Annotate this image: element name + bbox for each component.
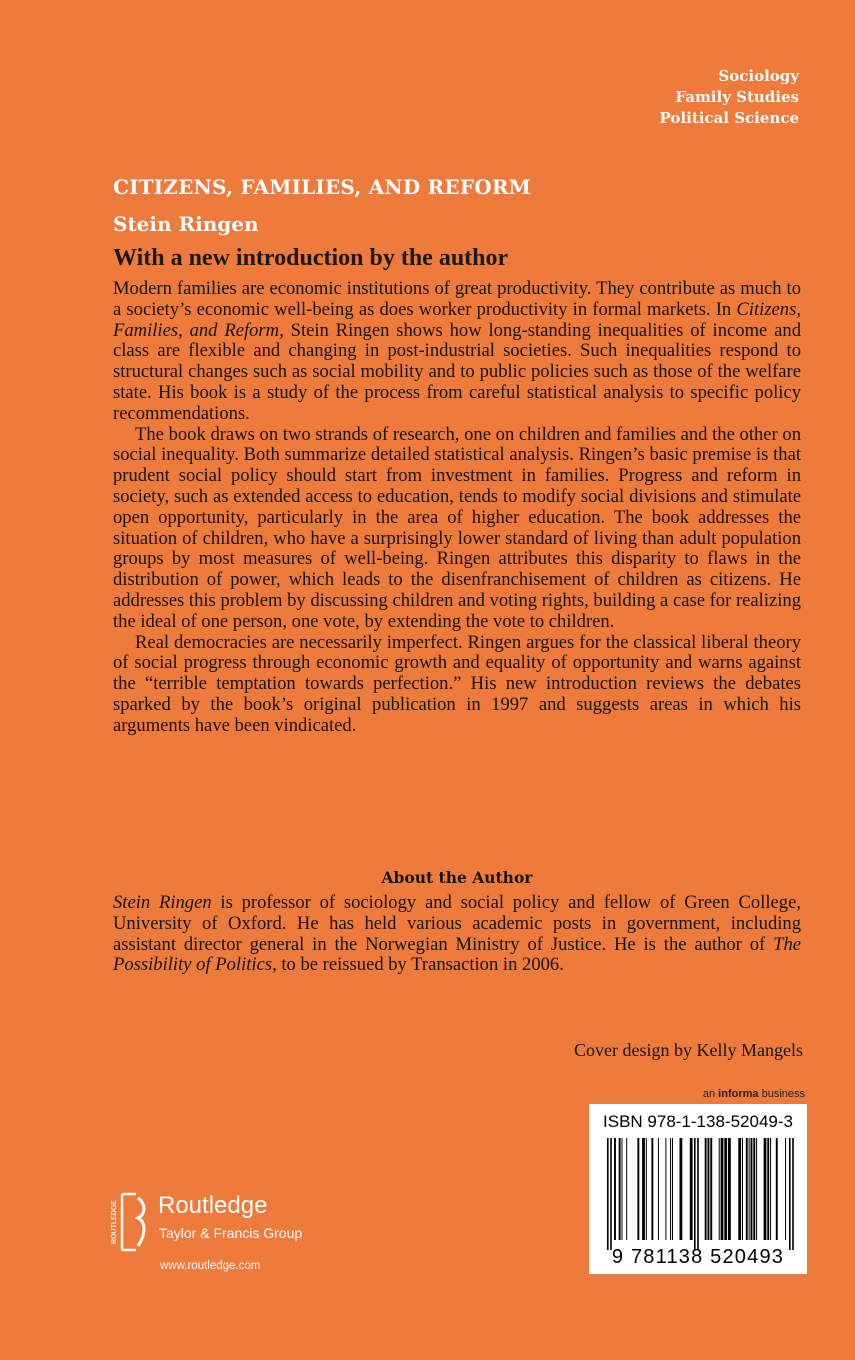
informa-prefix: an (702, 1088, 716, 1100)
about-paragraph (113, 893, 801, 976)
about-author-heading: About the Author (381, 868, 533, 887)
category-label: Family Studies (675, 88, 799, 106)
informa-suffix: business (761, 1088, 805, 1100)
book-title: CITIZENS, FAMILIES, AND REFORM (113, 175, 532, 199)
description-paragraph: The book draws on two strands of research, one on children and families and the other on social inequality. Both summarize detailed statistical analysis. Ringen’s basic premise is that prudent social policy should start from investment in families. Progress and reform in society, such as extended access to education, tends to modify social divisions and stimulate open opportunity, particularly in the area of higher education. The book addresses the situation of children, who have a surprisingly lower standard of living than adult population groups by most measures of well-being. Ringen attributes this disparity to flaws in the distribution of power, which leads to the disenfranchisement of children as citizens. He addresses this problem by discussing children and voting rights, building a case for realizing the ideal of one person, one vote, by extending the vote to children. (113, 423, 801, 632)
publisher-url: www.routledge.com (160, 1260, 261, 1272)
book-author: Stein Ringen (113, 212, 259, 236)
about-text-part: is professor of sociology and social policy and fellow of Green College, University of Oxford. He has held various academic posts in government, including assistant director general in the Norwegian Ministry of Justice. He is the author of (113, 892, 801, 955)
description-paragraph (113, 279, 801, 425)
description-text: Stein Ringen shows how long-standing inequalities of income and class are flexible and changing in post-industrial societies. Such inequalities respond to structural changes such as social mobility and to public policies such as those of the welfare state. His book is a study of the process from careful statistical analysis to specific policy recommendations. (113, 319, 801, 424)
author-name-italic: Stein Ringen (113, 892, 212, 913)
publisher-logo (106, 1192, 326, 1252)
cover-design-credit: Cover design by Kelly Mangels (574, 1040, 803, 1060)
other-book-title: The Possibility of Politics (113, 933, 801, 976)
about-author-text (113, 893, 801, 976)
isbn-barcode-panel (589, 1104, 807, 1274)
barcode-icon (593, 1138, 803, 1250)
publisher-group: Taylor & Francis Group (159, 1225, 303, 1241)
ean-digits: 9 781138 520493 (611, 1246, 785, 1268)
isbn-label: ISBN 978-1-138-52049-3 (603, 1112, 793, 1131)
book-title-italic: Citizens, Families, and Reform, (113, 298, 801, 341)
about-text-part: , to be reissued by Transaction in 2006. (272, 954, 564, 976)
category-label: Political Science (659, 109, 799, 127)
description-text: Modern families are economic institutions of great productivity. They contribute as much to a society’s economic well-being as does worker productivity in formal markets. In (113, 278, 801, 320)
subject-categories (660, 66, 799, 129)
book-subtitle: With a new introduction by the author (113, 245, 509, 271)
description-paragraph: Real democracies are necessarily imperfect. Ringen argues for the classical liberal theory of social progress through economic growth and equality of opportunity and warns against the “terrible temptation towards perfection.” His new introduction reviews the debates sparked by the book’s original publication in 1997 and suggests areas in which his arguments have been vindicated. (113, 631, 801, 736)
routledge-emblem-icon (106, 1192, 150, 1252)
informa-brand: informa (718, 1088, 759, 1100)
informa-tagline (703, 1088, 805, 1100)
category-label: Sociology (718, 67, 799, 85)
book-description (113, 279, 801, 737)
publisher-name: Routledge (158, 1192, 268, 1219)
emblem-text: ROUTLEDGE (111, 1200, 118, 1244)
